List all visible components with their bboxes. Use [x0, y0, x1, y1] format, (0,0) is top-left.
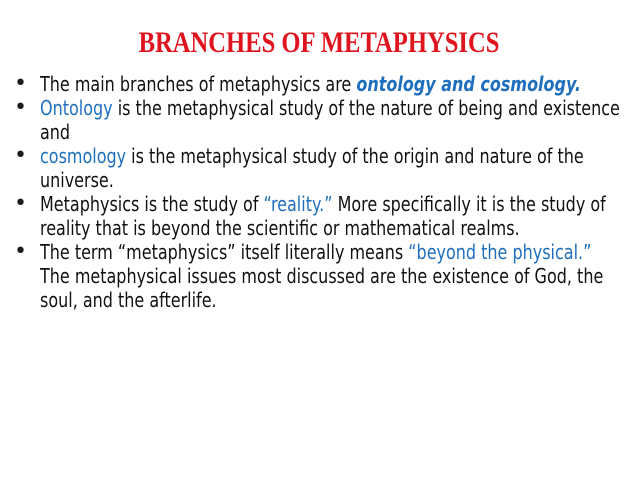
- bullet-dot-icon: •: [14, 191, 27, 216]
- bullet-text-part: More specifically it is the study of reality that is beyond the scientific or mathematical realms.: [40, 192, 606, 240]
- bullet-dot-icon: •: [14, 95, 27, 120]
- bullet-text-part: Metaphysics is the study of: [40, 192, 264, 216]
- bullet-dot-icon: •: [14, 239, 27, 264]
- bullet-highlight: “reality.”: [263, 192, 333, 216]
- bullet-text: [40, 72, 621, 96]
- bullet-text: [40, 96, 621, 144]
- bullet-text-part: The main branches of metaphysics are: [40, 72, 357, 96]
- bullet-text-part: is the metaphysical study of the nature of being and existence and: [40, 96, 620, 144]
- bullet-item-reality: [14, 192, 638, 240]
- bullet-list: [14, 72, 638, 316]
- bullet-text-part: The term “metaphysics” itself literally means: [40, 240, 409, 264]
- bullet-text: [40, 144, 621, 192]
- bullet-text: [40, 240, 621, 312]
- bullet-text-part: The metaphysical issues most discussed are the existence of God, the soul, and the afterlife.: [40, 264, 604, 312]
- bullet-dot-icon: •: [14, 71, 27, 96]
- bullet-item-ontology: [14, 96, 638, 144]
- bullet-highlight: “beyond the physical.”: [408, 240, 592, 264]
- bullet-highlight: ontology and cosmology.: [356, 72, 582, 96]
- bullet-highlight: Ontology: [40, 96, 113, 120]
- bullet-item-cosmology: [14, 144, 638, 192]
- bullet-text-part: is the metaphysical study of the origin and nature of the universe.: [40, 144, 584, 192]
- bullet-item-branches: [14, 72, 638, 96]
- bullet-highlight: cosmology: [40, 144, 127, 168]
- bullet-dot-icon: •: [14, 143, 27, 168]
- slide-title: BRANCHES OF METAPHYSICS: [138, 26, 500, 59]
- bullet-text: [40, 192, 621, 240]
- bullet-item-term: [14, 240, 638, 312]
